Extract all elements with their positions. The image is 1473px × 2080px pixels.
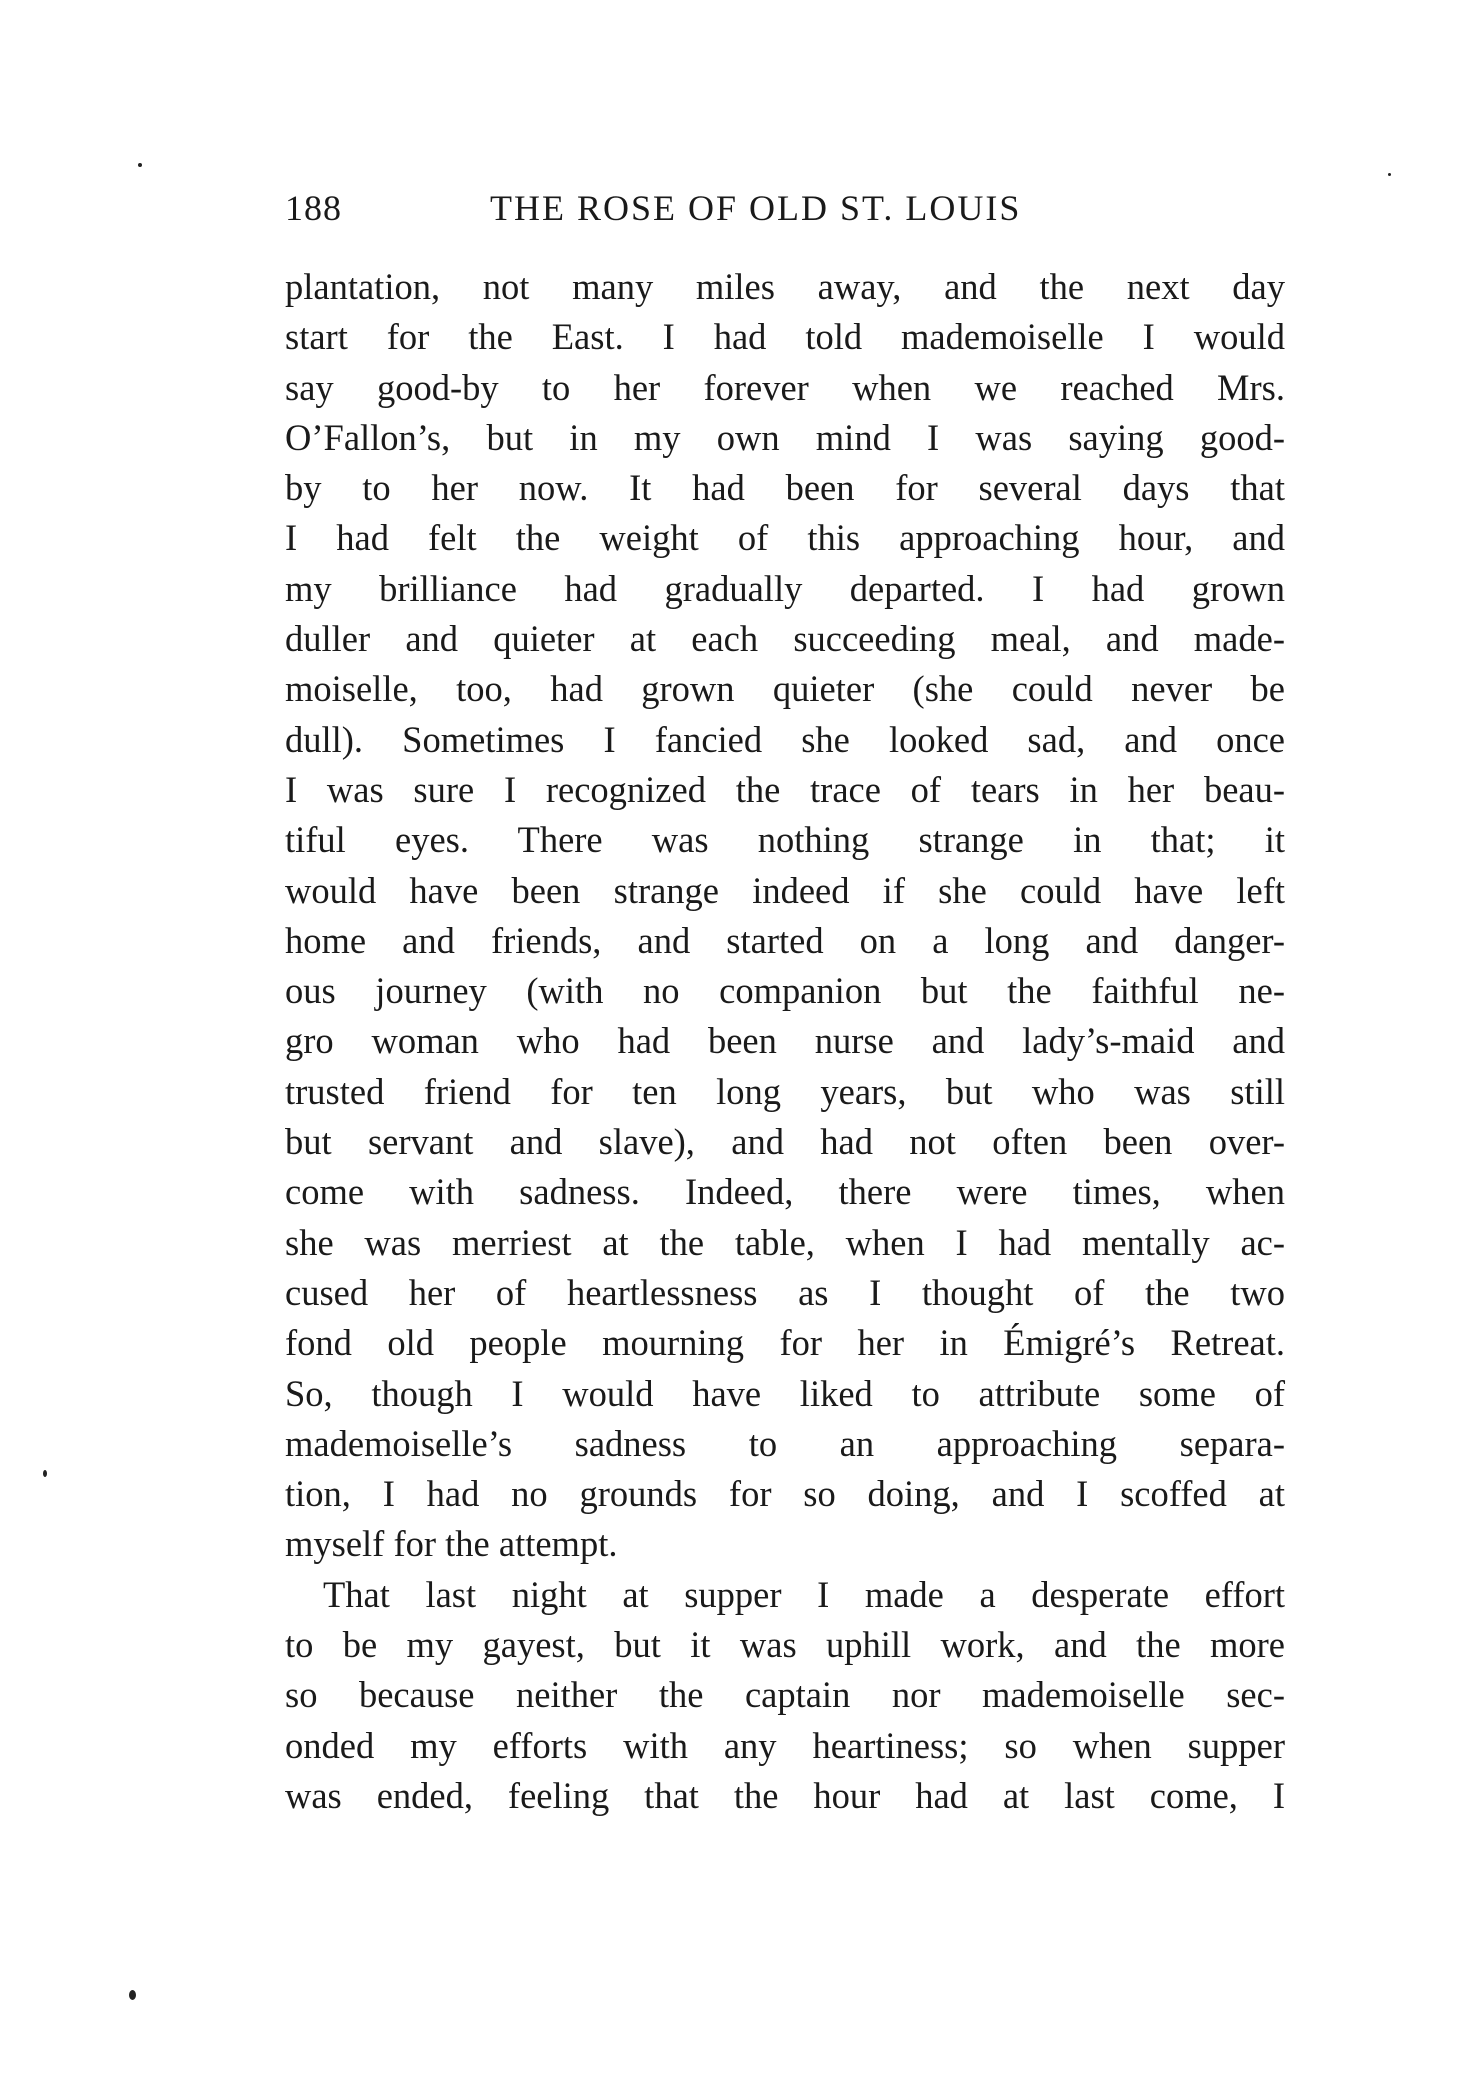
text-line: That last night at supper I made a desperate effort: [323, 1573, 1285, 1615]
text-line: moiselle, too, had grown quieter (she could never be: [285, 668, 1285, 710]
scan-speck: [43, 1470, 47, 1477]
text-line: by to her now. It had been for several days that: [285, 467, 1285, 509]
text-line: tion, I had no grounds for so doing, and I scoffed at: [285, 1473, 1285, 1515]
text-line: onded my efforts with any heartiness; so when supper: [285, 1724, 1285, 1766]
scan-speck: [129, 1990, 136, 2000]
text-line: O’Fallon’s, but in my own mind I was saying good-: [285, 416, 1285, 458]
text-line: trusted friend for ten long years, but who was still: [285, 1070, 1285, 1112]
text-line: I had felt the weight of this approaching hour, and: [285, 517, 1285, 559]
paragraph-2: [285, 1570, 1285, 1821]
page-number: 188: [285, 188, 342, 228]
paragraph-1: [285, 262, 1285, 1570]
text-line: So, though I would have liked to attribute some of: [285, 1372, 1285, 1414]
text-line: come with sadness. Indeed, there were times, when: [285, 1171, 1285, 1213]
running-title: THE ROSE OF OLD ST. LOUIS: [490, 188, 1022, 228]
body-text: [285, 262, 1285, 1821]
running-head: [285, 186, 1285, 230]
text-line: ous journey (with no companion but the faithful ne-: [285, 970, 1285, 1012]
text-line: dull). Sometimes I fancied she looked sad, and once: [285, 718, 1285, 760]
text-line: plantation, not many miles away, and the next day: [285, 266, 1285, 307]
text-line: she was merriest at the table, when I had mentally ac-: [285, 1221, 1285, 1263]
text-line: to be my gayest, but it was uphill work, and the more: [285, 1624, 1285, 1666]
text-line: but servant and slave), and had not often been over-: [285, 1121, 1285, 1163]
text-line: duller and quieter at each succeeding meal, and made-: [285, 618, 1285, 660]
text-line: myself for the attempt.: [285, 1523, 618, 1565]
scan-speck: [138, 163, 142, 167]
text-line: say good-by to her forever when we reached Mrs.: [285, 366, 1285, 408]
text-line: my brilliance had gradually departed. I had grown: [285, 567, 1285, 609]
text-line: tiful eyes. There was nothing strange in that; it: [285, 819, 1285, 861]
text-line: start for the East. I had told mademoiselle I would: [285, 316, 1285, 358]
text-line: fond old people mourning for her in Émigré’s Retreat.: [285, 1322, 1285, 1364]
text-line: mademoiselle’s sadness to an approaching separa-: [285, 1422, 1285, 1464]
scan-speck: [1388, 173, 1391, 176]
text-line: I was sure I recognized the trace of tears in her beau-: [285, 768, 1285, 810]
text-line: so because neither the captain nor mademoiselle sec-: [285, 1674, 1285, 1716]
text-line: home and friends, and started on a long and danger-: [285, 919, 1285, 961]
text-line: was ended, feeling that the hour had at last come, I: [285, 1774, 1285, 1816]
text-line: gro woman who had been nurse and lady’s-maid and: [285, 1020, 1285, 1062]
text-line: cused her of heartlessness as I thought of the two: [285, 1271, 1285, 1313]
text-line: would have been strange indeed if she could have left: [285, 869, 1285, 911]
